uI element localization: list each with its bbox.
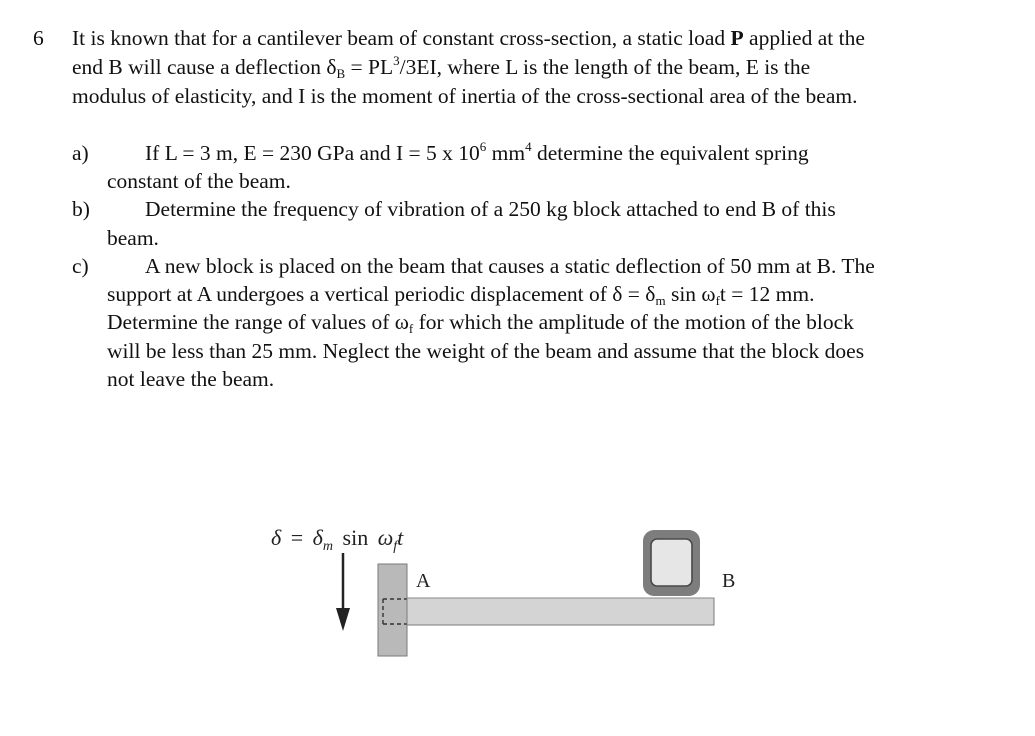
eq-delta-m: δ [312,525,323,550]
subscript: f [715,293,720,308]
part-a-text: mm [486,141,526,165]
intro-text: applied at the [743,26,865,50]
part-c-line-4: will be less than 25 mm. Neglect the weight of the beam and assume that the block does [107,339,865,363]
label-b: B [722,570,736,592]
part-c-line-5: not leave the beam. [107,367,275,391]
subscript: B [336,66,346,81]
eq-sub-m: m [322,539,334,554]
question-number: 6 [33,26,44,50]
part-c-marker: c) [72,254,89,278]
intro-line-3: modulus of elasticity, and I is the moment of inertia of the cross-sectional area of the beam. [72,84,858,108]
part-a-text: determine the equivalent spring [531,141,809,165]
eq-omega: ω [377,525,394,550]
eq-sub-f: f [393,539,398,554]
subscript: m [655,293,666,308]
eq-t: t [397,525,404,550]
part-a-line-2: constant of the beam. [107,169,291,193]
part-c-text: Determine the range of values of ω [107,310,409,334]
subscript: f [408,321,414,336]
part-c-text: for which the amplitude of the motion of the block [413,310,854,334]
superscript: 4 [525,139,532,154]
part-c-text: t = 12 mm. [719,282,815,306]
superscript: 3 [393,53,400,68]
part-c-line-1: A new block is placed on the beam that causes a static deflection of 50 mm at B. The [145,254,875,278]
part-b-line-2: beam. [107,226,159,250]
intro-text: It is known that for a cantilever beam of constant cross-section, a static load [72,26,731,50]
block-face [651,539,692,586]
part-c-text: support at A undergoes a vertical periodic displacement of δ = δ [107,282,656,306]
part-b-line-1: Determine the frequency of vibration of a 250 kg block attached to end B of this [145,197,836,221]
part-c-text: sin ω [665,282,716,306]
eq-delta: δ [271,525,282,550]
eq-equals: = [290,525,304,550]
cantilever-beam [407,598,714,625]
displacement-arrow-head [336,608,350,631]
part-a-marker: a) [72,141,89,165]
part-a-text: If L = 3 m, E = 230 GPa and I = 5 x 10 [145,141,480,165]
displacement-equation [271,525,404,555]
superscript: 6 [479,139,487,154]
part-b-marker: b) [72,197,90,221]
intro-text: end B will cause a deflection δ [72,55,337,79]
intro-text: /3EI, where L is the length of the beam, E is the [399,55,811,79]
intro-text: = PL [345,55,394,79]
eq-sin: sin [342,525,369,550]
load-symbol: P [730,26,744,50]
label-a: A [416,570,431,592]
